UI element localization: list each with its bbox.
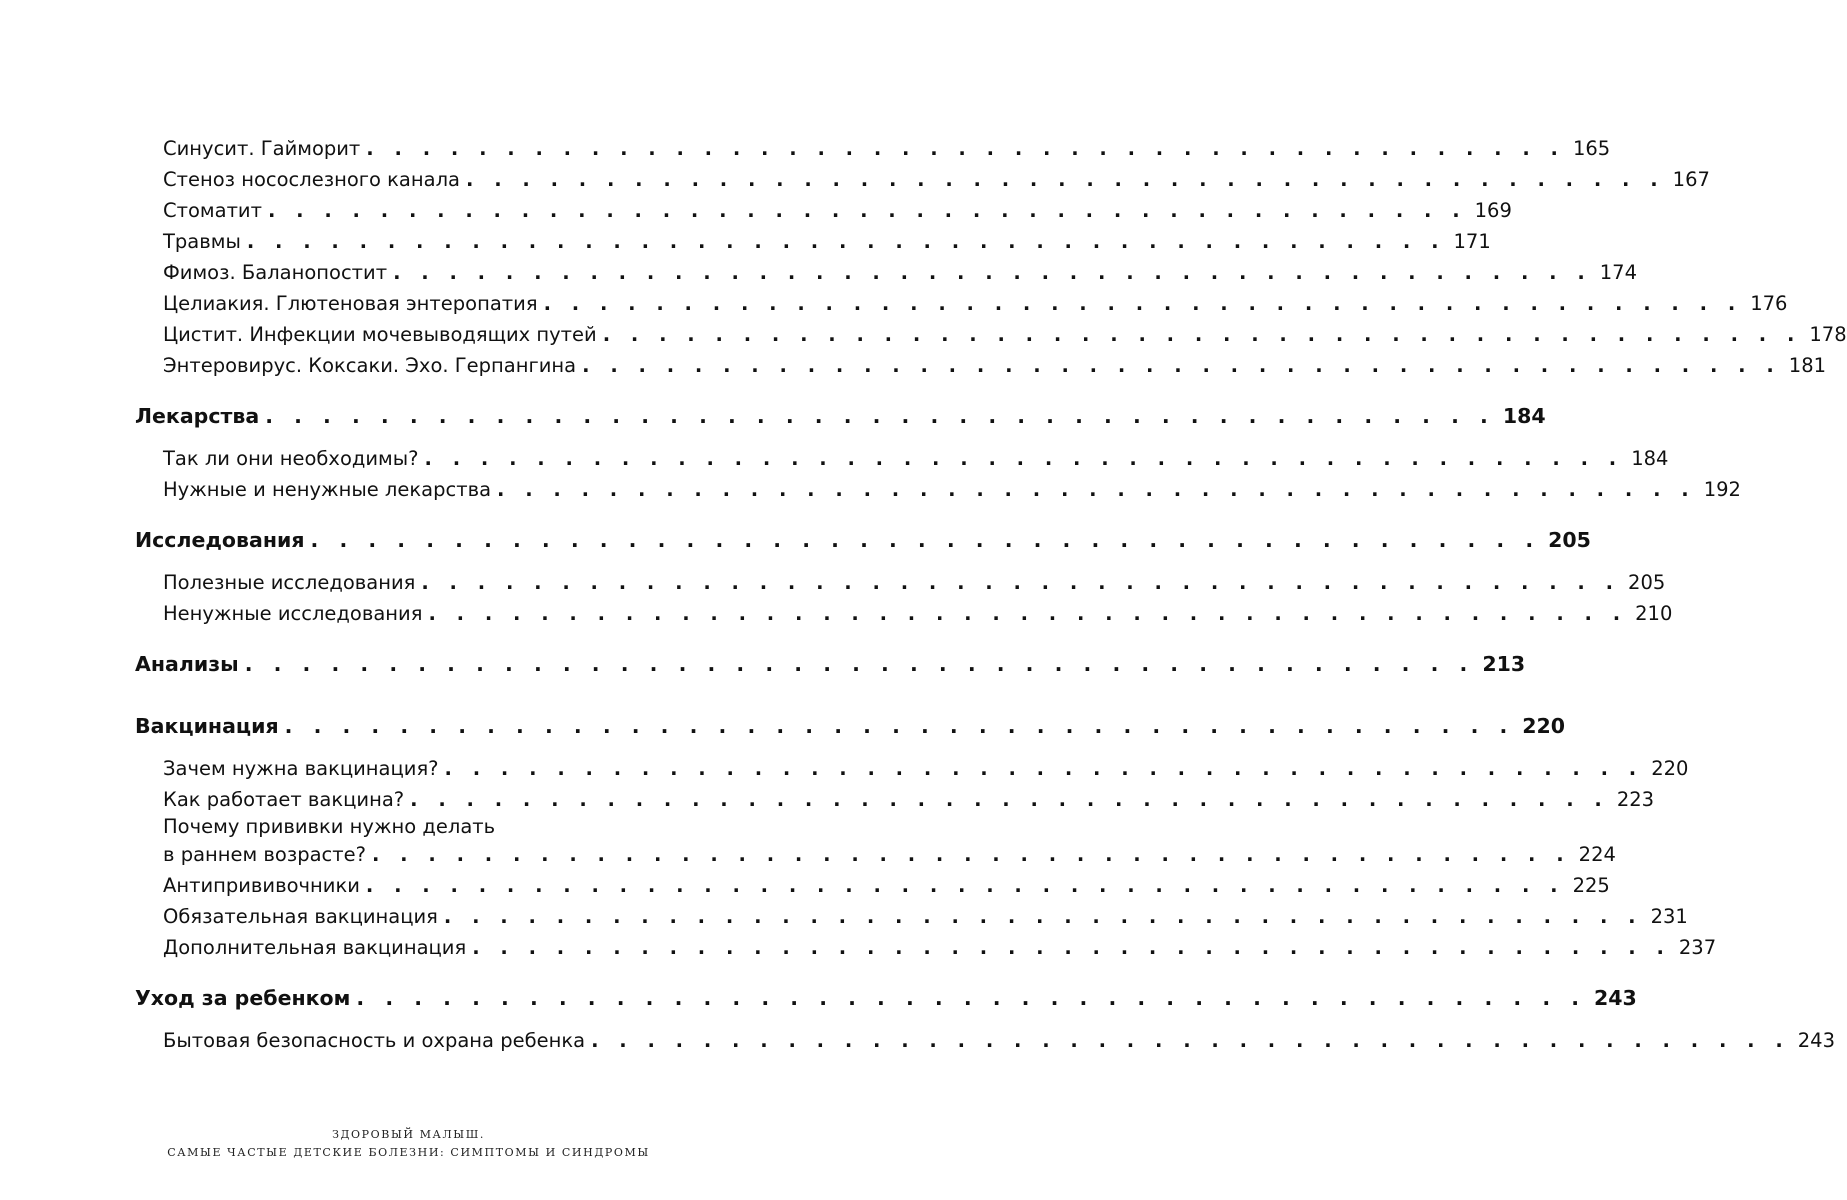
toc-entry-title: в раннем возрасте? xyxy=(163,843,366,866)
toc-entry-title: Зачем нужна вакцинация? xyxy=(163,757,439,780)
dot-leader: . . . . . . . . . . . . . . . . . . . . . . . . . . . . . . . . . . . . . . . . . . . xyxy=(591,1029,1790,1052)
toc-entry[interactable] xyxy=(135,164,1710,195)
toc-entry-multiline[interactable] xyxy=(135,815,1616,870)
dot-leader: . . . . . . . . . . . . . . . . . . . . . . . . . . . . . . . . . . . . . . . . . . . xyxy=(244,652,1475,676)
toc-entry-title: Стеноз носослезного канала xyxy=(163,168,460,191)
dot-leader: . . . . . . . . . . . . . . . . . . . . . . . . . . . . . . . . . . . . . . . . . . . xyxy=(365,874,1565,897)
toc-entry-page: 167 xyxy=(1672,168,1710,191)
dot-leader: . . . . . . . . . . . . . . . . . . . . . . . . . . . . . . . . . . . . . . . . . . . xyxy=(421,571,1621,594)
toc-entry[interactable] xyxy=(135,932,1717,963)
toc-entry-title: Фимоз. Баланопостит xyxy=(163,261,388,284)
toc-entry[interactable] xyxy=(135,1025,1835,1056)
toc-entry[interactable] xyxy=(135,753,1689,784)
toc-entry-page: 169 xyxy=(1474,199,1512,222)
toc-section-page: 205 xyxy=(1548,528,1591,552)
toc-section-title: Уход за ребенком xyxy=(135,986,351,1010)
toc-entry-page: 223 xyxy=(1616,788,1655,811)
table-of-contents xyxy=(135,133,1847,1056)
dot-leader: . . . . . . . . . . . . . . . . . . . . . . . . . . . . . . . . . . . . . . . . . . . xyxy=(602,323,1802,346)
toc-section-page: 213 xyxy=(1482,652,1526,676)
running-footer xyxy=(0,1126,817,1162)
toc-section-child-care[interactable] xyxy=(135,983,1637,1014)
toc-section-research[interactable] xyxy=(135,525,1591,556)
toc-section-page: 243 xyxy=(1594,986,1637,1010)
toc-entry[interactable] xyxy=(135,257,1637,288)
toc-entry[interactable] xyxy=(135,288,1788,319)
toc-entry-title: Энтеровирус. Коксаки. Эхо. Герпангина xyxy=(163,354,577,377)
dot-leader: . . . . . . . . . . . . . . . . . . . . . . . . . . . . . . . . . . . . . . . . . . . xyxy=(246,230,1446,253)
toc-entry-title: Антипрививочники xyxy=(163,874,360,897)
toc-section-medicines[interactable] xyxy=(135,401,1546,432)
dot-leader: . . . . . . . . . . . . . . . . . . . . . . . . . . . . . . . . . . . . . . . . . . . xyxy=(424,447,1624,470)
toc-entry-page: 192 xyxy=(1703,478,1741,501)
toc-section-title: Анализы xyxy=(135,652,239,676)
toc-entry[interactable] xyxy=(135,870,1610,901)
toc-entry[interactable] xyxy=(135,901,1688,932)
toc-entry-line2 xyxy=(163,839,1616,870)
toc-section-title: Лекарства xyxy=(135,404,260,428)
dot-leader: . . . . . . . . . . . . . . . . . . . . . . . . . . . . . . . . . . . . . . . . . . . xyxy=(444,757,1644,780)
toc-entry-page: 205 xyxy=(1628,571,1666,594)
toc-entry-title: Травмы xyxy=(163,230,241,253)
toc-entry[interactable] xyxy=(135,195,1512,226)
footer-line-subtitle: САМЫЕ ЧАСТЫЕ ДЕТСКИЕ БОЛЕЗНИ: СИМПТОМЫ И СИНДРОМЫ xyxy=(167,1146,650,1159)
dot-leader: . . . . . . . . . . . . . . . . . . . . . . . . . . . . . . . . . . . . . . . . . . . xyxy=(466,168,1665,191)
dot-leader: . . . . . . . . . . . . . . . . . . . . . . . . . . . . . . . . . . . . . . . . . . . xyxy=(265,404,1495,428)
toc-entry-page: 184 xyxy=(1631,447,1669,470)
toc-entry[interactable] xyxy=(135,319,1847,350)
toc-entry-page: 237 xyxy=(1678,936,1717,959)
dot-leader: . . . . . . . . . . . . . . . . . . . . . . . . . . . . . . . . . . . . . . . . . . . xyxy=(284,714,1515,738)
toc-section-title: Вакцинация xyxy=(135,714,279,738)
toc-entry-title: Бытовая безопасность и охрана ребенка xyxy=(163,1029,586,1052)
dot-leader: . . . . . . . . . . . . . . . . . . . . . . . . . . . . . . . . . . . . . . . . . . . xyxy=(428,602,1628,625)
toc-entry-title: Стоматит xyxy=(163,199,262,222)
toc-entry-title: Нужные и ненужные лекарства xyxy=(163,478,492,501)
dot-leader: . . . . . . . . . . . . . . . . . . . . . . . . . . . . . . . . . . . . . . . . . . . xyxy=(371,843,1571,866)
toc-entry-page: 178 xyxy=(1809,323,1847,346)
toc-entry-page: 231 xyxy=(1650,905,1688,928)
toc-entry-title-line1: Почему прививки нужно делать xyxy=(163,815,496,838)
dot-leader: . . . . . . . . . . . . . . . . . . . . . . . . . . . . . . . . . . . . . . . . . . . xyxy=(366,137,1565,160)
toc-entry-page: 174 xyxy=(1599,261,1637,284)
toc-entry-title: Цистит. Инфекции мочевыводящих путей xyxy=(163,323,597,346)
toc-entry-title: Синусит. Гайморит xyxy=(163,137,361,160)
dot-leader: . . . . . . . . . . . . . . . . . . . . . . . . . . . . . . . . . . . . . . . . . . . xyxy=(543,292,1743,315)
toc-entry-page: 171 xyxy=(1453,230,1491,253)
toc-entry-page: 176 xyxy=(1750,292,1788,315)
dot-leader: . . . . . . . . . . . . . . . . . . . . . . . . . . . . . . . . . . . . . . . . . . . xyxy=(393,261,1592,284)
toc-entry[interactable] xyxy=(135,443,1669,474)
dot-leader: . . . . . . . . . . . . . . . . . . . . . . . . . . . . . . . . . . . . . . . . . . . xyxy=(497,478,1696,501)
toc-entry-title: Обязательная вакцинация xyxy=(163,905,438,928)
toc-section-title: Исследования xyxy=(135,528,305,552)
toc-entry[interactable] xyxy=(135,226,1491,257)
toc-entry-page: 165 xyxy=(1572,137,1611,160)
toc-entry[interactable] xyxy=(135,133,1611,164)
toc-entry-page: 243 xyxy=(1797,1029,1835,1052)
toc-section-vaccination[interactable] xyxy=(135,711,1566,742)
dot-leader: . . . . . . . . . . . . . . . . . . . . . . . . . . . . . . . . . . . . . . . . . . . xyxy=(472,936,1671,959)
toc-entry-title: Ненужные исследования xyxy=(163,602,423,625)
dot-leader: . . . . . . . . . . . . . . . . . . . . . . . . . . . . . . . . . . . . . . . . . . . xyxy=(310,528,1541,552)
toc-entry[interactable] xyxy=(135,567,1666,598)
dot-leader: . . . . . . . . . . . . . . . . . . . . . . . . . . . . . . . . . . . . . . . . . . . xyxy=(267,199,1467,222)
toc-entry-title: Дополнительная вакцинация xyxy=(163,936,467,959)
dot-leader: . . . . . . . . . . . . . . . . . . . . . . . . . . . . . . . . . . . . . . . . . . . xyxy=(443,905,1643,928)
toc-entry-page: 224 xyxy=(1578,843,1616,866)
toc-entry-page: 181 xyxy=(1788,354,1827,377)
dot-leader: . . . . . . . . . . . . . . . . . . . . . . . . . . . . . . . . . . . . . . . . . . . xyxy=(410,788,1609,811)
toc-section-page: 220 xyxy=(1522,714,1566,738)
toc-entry-page: 225 xyxy=(1572,874,1610,897)
toc-section-analyses[interactable] xyxy=(135,649,1526,680)
toc-entry-page: 210 xyxy=(1635,602,1673,625)
dot-leader: . . . . . . . . . . . . . . . . . . . . . . . . . . . . . . . . . . . . . . . . . . . xyxy=(356,986,1587,1010)
toc-section-page: 184 xyxy=(1502,404,1546,428)
toc-entry[interactable] xyxy=(135,474,1741,505)
toc-entry-title: Как работает вакцина? xyxy=(163,788,405,811)
toc-entry[interactable] xyxy=(135,350,1827,381)
toc-entry-page: 220 xyxy=(1651,757,1689,780)
footer-line-book-title: ЗДОРОВЫЙ МАЛЫШ. xyxy=(332,1128,485,1141)
dot-leader: . . . . . . . . . . . . . . . . . . . . . . . . . . . . . . . . . . . . . . . . . . . xyxy=(582,354,1781,377)
toc-entry-title: Полезные исследования xyxy=(163,571,416,594)
toc-entry-title: Так ли они необходимы? xyxy=(163,447,419,470)
toc-entry-title: Целиакия. Глютеновая энтеропатия xyxy=(163,292,538,315)
toc-entry[interactable] xyxy=(135,784,1655,815)
toc-entry[interactable] xyxy=(135,598,1673,629)
